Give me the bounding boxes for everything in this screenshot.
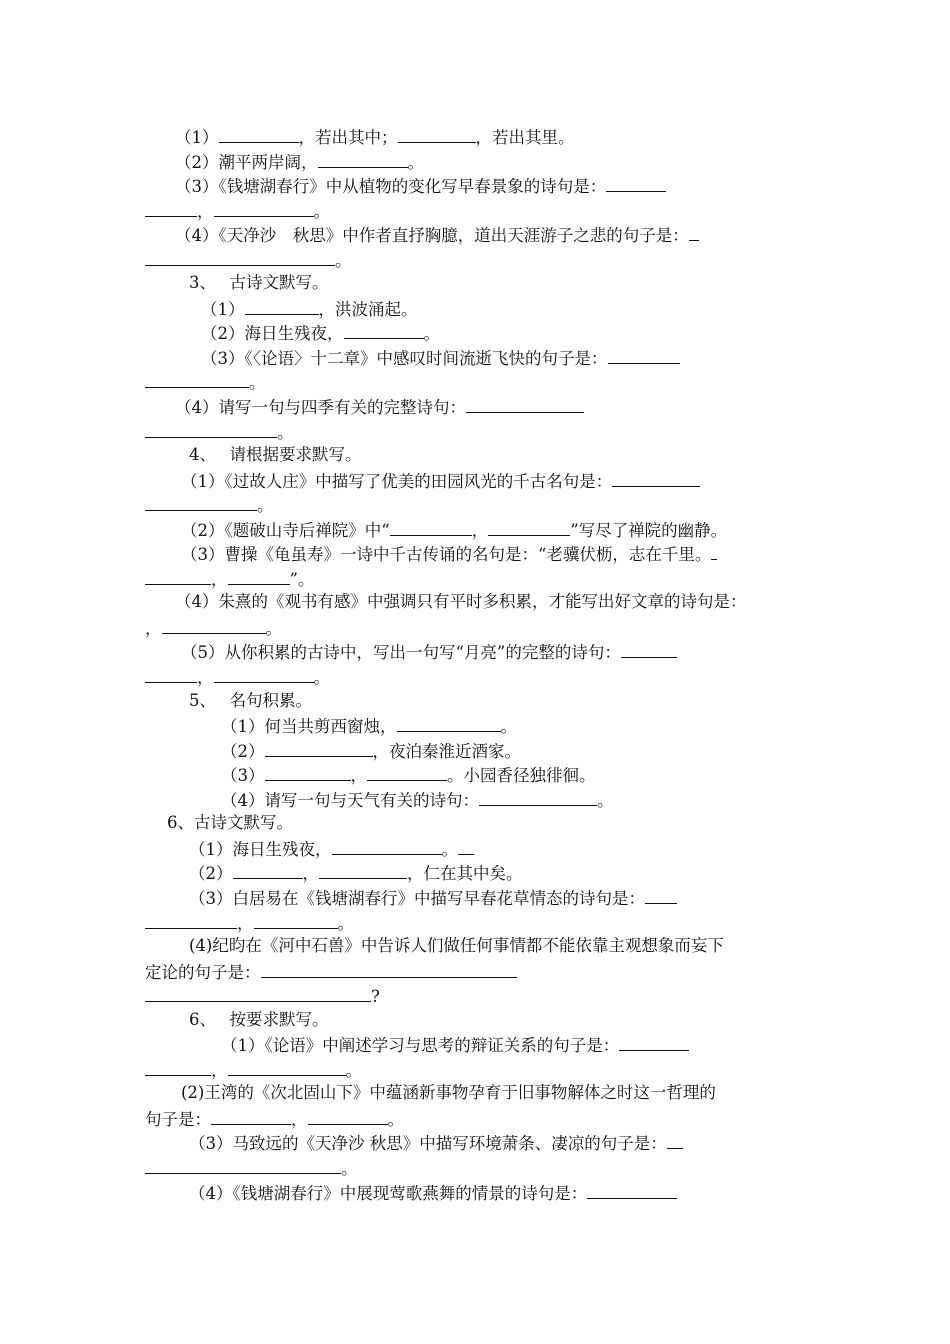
line-text: （2）潮平两岸阔， bbox=[175, 152, 318, 172]
line-text: （2）《题破山寺后禅院》中“ bbox=[181, 520, 390, 540]
line-text: 。 bbox=[441, 839, 458, 859]
fill-in-blank[interactable] bbox=[145, 1057, 211, 1076]
line-text: （4）请写一句与四季有关的完整诗句： bbox=[175, 398, 466, 418]
fill-in-blank[interactable] bbox=[479, 787, 597, 806]
line-text: （3）曹操《龟虽寿》一诗中千古传诵的名句是：“老骥伏枥，志在千里。 bbox=[181, 545, 712, 565]
line-text: 定论的句子是： bbox=[145, 962, 261, 982]
fill-in-blank[interactable] bbox=[145, 419, 277, 438]
text-line bbox=[145, 124, 810, 149]
line-text: ， bbox=[145, 618, 162, 638]
fill-in-blank[interactable] bbox=[233, 860, 303, 879]
fill-in-blank[interactable] bbox=[621, 639, 677, 658]
fill-in-blank[interactable] bbox=[398, 124, 476, 143]
text-line bbox=[145, 885, 810, 910]
fill-in-blank[interactable] bbox=[612, 468, 700, 487]
fill-in-blank[interactable] bbox=[145, 566, 211, 585]
text-line bbox=[145, 1081, 810, 1106]
line-text: 。 bbox=[597, 790, 614, 810]
line-text: （1）《论语》中阐述学习与思考的辩证关系的句子是： bbox=[221, 1036, 620, 1056]
text-line bbox=[145, 173, 810, 198]
line-text: ， bbox=[211, 569, 228, 589]
fill-in-blank[interactable] bbox=[265, 738, 373, 757]
line-text: ? bbox=[371, 987, 380, 1007]
text-line bbox=[145, 860, 810, 885]
line-text: 句子是： bbox=[145, 1109, 211, 1129]
line-text: ， bbox=[211, 1060, 228, 1080]
text-line bbox=[145, 271, 810, 296]
fill-in-blank[interactable] bbox=[667, 1130, 683, 1149]
line-text: （1） bbox=[201, 299, 245, 319]
fill-in-blank[interactable] bbox=[488, 517, 570, 536]
text-line bbox=[145, 247, 810, 272]
line-text: 5、 名句积累。 bbox=[189, 690, 312, 710]
line-text: 。 bbox=[335, 250, 352, 270]
line-text: （4）《钱塘湖春行》中展现莺歌燕舞的情景的诗句是： bbox=[189, 1183, 588, 1203]
text-line bbox=[145, 713, 810, 738]
fill-in-blank[interactable] bbox=[145, 1155, 341, 1174]
line-text: （1）《过故人庄》中描写了优美的田园风光的千古名句是： bbox=[181, 471, 613, 491]
line-text: ， bbox=[291, 1109, 308, 1129]
text-line bbox=[145, 836, 810, 861]
line-text: 。 bbox=[423, 324, 440, 344]
text-line bbox=[145, 1057, 810, 1082]
fill-in-blank[interactable] bbox=[608, 345, 680, 364]
line-text: ，若出其里。 bbox=[475, 128, 575, 147]
text-line bbox=[145, 1155, 810, 1180]
text-line bbox=[145, 566, 810, 591]
fill-in-blank[interactable] bbox=[145, 910, 237, 929]
text-line bbox=[145, 149, 810, 174]
text-line bbox=[145, 664, 810, 689]
text-line bbox=[145, 419, 810, 444]
line-text: （4）《天净沙 秋思》中作者直抒胸臆，道出天涯游子之悲的句子是： bbox=[175, 226, 689, 246]
text-line bbox=[145, 689, 810, 714]
text-line bbox=[145, 320, 810, 345]
fill-in-blank[interactable] bbox=[308, 1106, 388, 1125]
text-line bbox=[145, 468, 810, 493]
fill-in-blank[interactable] bbox=[318, 149, 408, 168]
fill-in-blank[interactable] bbox=[214, 198, 314, 217]
line-text: （3）白居易在《钱塘湖春行》中描写早春花草情态的诗句是： bbox=[189, 888, 645, 908]
line-text: （1）海日生残夜， bbox=[189, 839, 332, 859]
line-text: 。 bbox=[313, 668, 330, 688]
text-line bbox=[145, 222, 810, 247]
text-line bbox=[145, 910, 810, 935]
line-text: （3）《〈论语〉十二章》中感叹时间流逝飞快的句子是： bbox=[201, 348, 608, 368]
line-text: （1） bbox=[175, 128, 219, 147]
line-text: 。 bbox=[277, 422, 294, 442]
text-line bbox=[145, 934, 810, 959]
text-line bbox=[145, 198, 810, 223]
fill-in-blank[interactable] bbox=[466, 394, 584, 413]
line-text: （2）海日生残夜， bbox=[201, 324, 344, 344]
line-text: （3） bbox=[221, 766, 265, 786]
fill-in-blank[interactable] bbox=[458, 836, 474, 855]
fill-in-blank[interactable] bbox=[261, 959, 517, 978]
line-text: 4、 请根据要求默写。 bbox=[189, 445, 362, 465]
line-text: ， bbox=[350, 766, 367, 786]
fill-in-blank[interactable] bbox=[689, 222, 699, 241]
text-line bbox=[145, 517, 810, 542]
line-text: 。 bbox=[341, 1158, 358, 1178]
fill-in-blank[interactable] bbox=[645, 885, 677, 904]
line-text: 。 bbox=[407, 152, 424, 172]
line-text: 。 bbox=[313, 201, 330, 221]
fill-in-blank[interactable] bbox=[145, 369, 249, 388]
fill-in-blank[interactable] bbox=[145, 492, 257, 511]
fill-in-blank[interactable] bbox=[619, 1032, 689, 1051]
text-line bbox=[145, 762, 810, 787]
line-text: ”。 bbox=[289, 569, 315, 589]
line-text: 。 bbox=[345, 1060, 362, 1080]
text-line bbox=[145, 541, 810, 566]
fill-in-blank[interactable] bbox=[367, 762, 447, 781]
line-text: （2） bbox=[221, 741, 265, 761]
fill-in-blank[interactable] bbox=[211, 1106, 291, 1125]
line-text: ，洪波涌起。 bbox=[318, 299, 418, 319]
line-text: （3）马致远的《天净沙 秋思》中描写环境萧条、凄凉的句子是： bbox=[189, 1134, 667, 1154]
line-text: 。 bbox=[265, 618, 282, 638]
line-text: （4）朱熹的《观书有感》中强调只有平时多积累，才能写出好文章的诗句是： bbox=[175, 592, 747, 612]
text-line bbox=[145, 639, 810, 664]
fill-in-blank[interactable] bbox=[219, 124, 299, 143]
text-line bbox=[145, 959, 810, 984]
fill-in-blank[interactable] bbox=[145, 198, 197, 217]
text-line bbox=[145, 1130, 810, 1155]
fill-in-blank[interactable] bbox=[145, 664, 197, 683]
line-text: 。 bbox=[387, 1109, 404, 1129]
line-text: 。小园香径独徘徊。 bbox=[447, 766, 596, 786]
line-text: 3、 古诗文默写。 bbox=[189, 273, 329, 293]
text-line bbox=[145, 615, 810, 640]
line-text: （4）请写一句与天气有关的诗句： bbox=[221, 790, 479, 810]
fill-in-blank[interactable] bbox=[397, 713, 501, 732]
line-text: （1）何当共剪西窗烛， bbox=[221, 717, 397, 737]
line-text: 6、 按要求默写。 bbox=[189, 1009, 329, 1029]
line-text: (4)纪昀在《河中石兽》中告诉人们做任何事情都不能依靠主观想象而妄下 bbox=[189, 936, 724, 956]
text-line bbox=[145, 296, 810, 321]
fill-in-blank[interactable] bbox=[245, 296, 319, 315]
fill-in-blank[interactable] bbox=[606, 173, 666, 192]
text-line bbox=[145, 787, 810, 812]
fill-in-blank[interactable] bbox=[228, 566, 290, 585]
line-text: 。 bbox=[257, 496, 274, 516]
text-line bbox=[145, 1106, 810, 1131]
line-text: （2） bbox=[189, 864, 233, 884]
fill-in-blank[interactable] bbox=[344, 320, 424, 339]
line-text: (2)王湾的《次北固山下》中蕴涵新事物孕育于旧事物解体之时这一哲理的 bbox=[181, 1083, 716, 1103]
text-line bbox=[145, 983, 810, 1008]
line-text: ， bbox=[302, 864, 319, 884]
text-line bbox=[145, 443, 810, 468]
exercise-content bbox=[145, 124, 810, 1204]
text-line bbox=[145, 394, 810, 419]
line-text: 。 bbox=[249, 373, 266, 393]
fill-in-blank[interactable] bbox=[254, 910, 338, 929]
text-line bbox=[145, 1032, 810, 1057]
fill-in-blank[interactable] bbox=[332, 836, 442, 855]
line-text: 。 bbox=[500, 717, 517, 737]
line-text: ”写尽了禅院的幽静。 bbox=[570, 520, 728, 540]
line-text: （5）从你积累的古诗中，写出一句写“月亮”的完整的诗句： bbox=[181, 643, 621, 663]
fill-in-blank[interactable] bbox=[587, 1180, 677, 1199]
line-text: ，仁在其中矣。 bbox=[407, 864, 523, 884]
fill-in-blank[interactable] bbox=[265, 762, 351, 781]
fill-in-blank[interactable] bbox=[390, 517, 472, 536]
fill-in-blank[interactable] bbox=[711, 541, 717, 560]
line-text: 。 bbox=[337, 913, 354, 933]
line-text: ，若出其中； bbox=[298, 128, 398, 147]
line-text: ，夜泊秦淮近酒家。 bbox=[372, 741, 521, 761]
text-line bbox=[145, 369, 810, 394]
fill-in-blank[interactable] bbox=[162, 615, 266, 634]
text-line bbox=[145, 1180, 810, 1205]
fill-in-blank[interactable] bbox=[214, 664, 314, 683]
fill-in-blank[interactable] bbox=[228, 1057, 346, 1076]
text-line bbox=[145, 1008, 810, 1033]
text-line bbox=[145, 811, 810, 836]
line-text: ， bbox=[237, 913, 254, 933]
line-text: 6、古诗文默写。 bbox=[167, 813, 293, 833]
line-text: ， bbox=[471, 520, 489, 540]
line-text: ， bbox=[197, 668, 214, 688]
line-text: （3）《钱塘湖春行》中从植物的变化写早春景象的诗句是： bbox=[175, 177, 607, 197]
text-line bbox=[145, 738, 810, 763]
fill-in-blank[interactable] bbox=[145, 983, 371, 1002]
line-text: ， bbox=[197, 201, 214, 221]
text-line bbox=[145, 590, 810, 615]
text-line bbox=[145, 492, 810, 517]
text-line bbox=[145, 345, 810, 370]
fill-in-blank[interactable] bbox=[145, 247, 335, 266]
fill-in-blank[interactable] bbox=[319, 860, 407, 879]
